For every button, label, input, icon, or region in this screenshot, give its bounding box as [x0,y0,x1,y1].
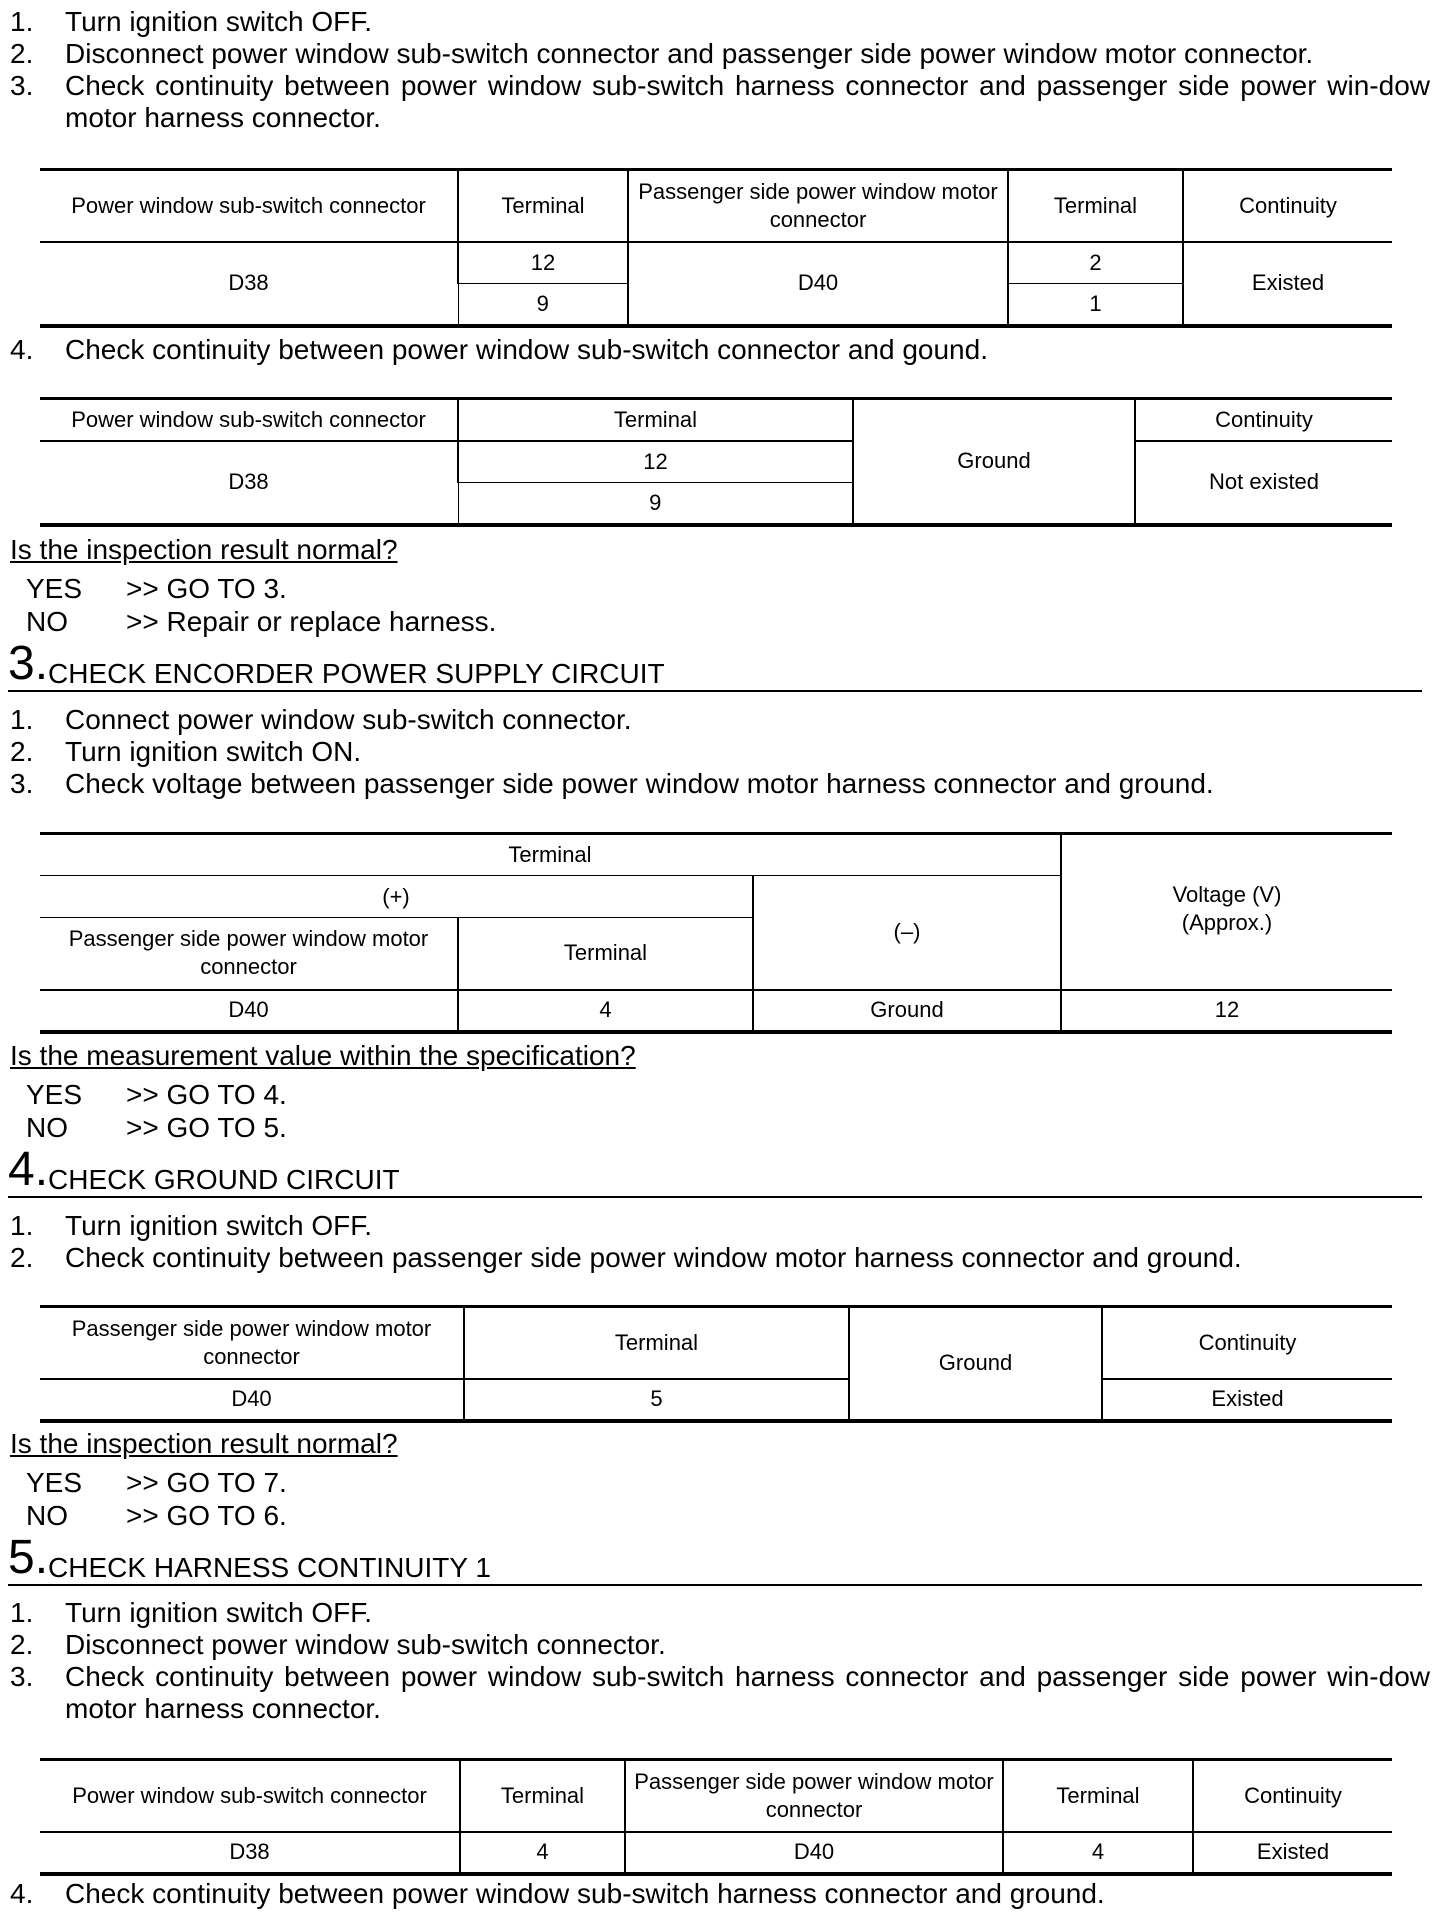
step-item: 1. Turn ignition switch OFF. [10,6,373,37]
table-cell: Existed [1102,1379,1392,1421]
table-cell: D40 [628,242,1008,326]
voltage-table [40,832,1392,1034]
table-cell: 4 [460,1832,625,1874]
no-answer: NO >> GO TO 6. [26,1500,287,1531]
table-header: Continuity [1183,170,1392,242]
table-header: Continuity [1135,399,1392,441]
section3-steps [10,704,1430,800]
table-header: Terminal [458,918,753,990]
step-item: 3. Check voltage between passenger side power window motor harness connector and ground. [10,768,1214,799]
table-cell: 5 [464,1379,849,1421]
step-item: 3. Check continuity between power window sub-switch harness connector and passenger side power win-dow motor harness connector. [10,70,1430,133]
step-item: 2. Check continuity between passenger side power window motor harness connector and ground. [10,1242,1242,1273]
table-cell: Existed [1193,1832,1392,1874]
table-header: Terminal [1008,170,1183,242]
yes-answer: YES >> GO TO 4. [26,1079,287,1110]
ground-circuit-table [40,1305,1392,1423]
table-header: Passenger side power window motor connector [40,918,458,990]
no-answer: NO >> Repair or replace harness. [26,606,497,637]
table-header: (–) [753,876,1061,990]
table-cell: Ground [849,1307,1102,1421]
table-cell: 2 [1008,242,1183,284]
harness-continuity-table [40,1758,1392,1876]
section5-steps [10,1597,1430,1725]
table-cell: 12 [458,441,853,483]
section-heading-4: 4.CHECK GROUND CIRCUIT [8,1144,1422,1198]
table-header: Passenger side power window motor connector [625,1760,1003,1832]
yes-answer: YES >> GO TO 7. [26,1467,287,1498]
table-header: Power window sub-switch connector [40,1760,460,1832]
measurement-question: Is the measurement value within the specification? [10,1040,636,1071]
table-cell: D40 [40,1379,464,1421]
table-header: Voltage (V) (Approx.) [1061,834,1392,990]
table-cell: D38 [40,1832,460,1874]
table-header: Terminal [40,834,1061,876]
step-item: 1. Turn ignition switch OFF. [10,1210,373,1241]
table-header: Terminal [1003,1760,1193,1832]
table-header: Terminal [458,170,628,242]
table-header: Passenger side power window motor connector [40,1307,464,1379]
table-header: Power window sub-switch connector [40,399,458,441]
table-header: Power window sub-switch connector [40,170,458,242]
step-item: 1. Connect power window sub-switch connector. [10,704,632,735]
section5-step4 [10,1878,1430,1910]
section-heading-3: 3.CHECK ENCORDER POWER SUPPLY CIRCUIT [8,638,1422,692]
step-item: 3. Check continuity between power window sub-switch harness connector and passenger side power win-dow motor harness connector. [10,1661,1430,1724]
continuity-table-1 [40,168,1392,328]
table-cell: 9 [458,284,628,326]
table-cell: Not existed [1135,441,1392,525]
table-header: Continuity [1193,1760,1392,1832]
step-item: 2. Disconnect power window sub-switch connector and passenger side power window motor connector. [10,38,1314,69]
table-cell: 9 [458,483,853,525]
step-item: 1. Turn ignition switch OFF. [10,1597,373,1628]
table-cell: D40 [40,990,458,1032]
table-header: (+) [40,876,753,918]
table-cell: 4 [1003,1832,1193,1874]
inspection-question: Is the inspection result normal? [10,534,398,565]
step-item: 4. Check continuity between power window sub-switch harness connector and ground. [10,1878,1105,1909]
table-header: Continuity [1102,1307,1392,1379]
table-cell: D40 [625,1832,1003,1874]
table-cell: 1 [1008,284,1183,326]
table-cell: 4 [458,990,753,1032]
section-heading-5: 5.CHECK HARNESS CONTINUITY 1 [8,1532,1422,1586]
step-item: 2. Disconnect power window sub-switch connector. [10,1629,666,1660]
table-cell: D38 [40,242,458,326]
no-answer: NO >> GO TO 5. [26,1112,287,1143]
table-header: Passenger side power window motor connector [628,170,1008,242]
ground-continuity-table [40,397,1392,527]
inspection-question: Is the inspection result normal? [10,1428,398,1459]
table-header: Terminal [460,1760,625,1832]
table-cell: Existed [1183,242,1392,326]
yes-answer: YES >> GO TO 3. [26,573,287,604]
step-item: 4. Check continuity between power window sub-switch connector and gound. [10,334,988,365]
table-cell: 12 [458,242,628,284]
table-cell: Ground [853,399,1135,525]
section4-steps [10,1210,1430,1274]
table-header: Terminal [464,1307,849,1379]
step-item: 2. Turn ignition switch ON. [10,736,362,767]
table-cell: D38 [40,441,458,525]
table-cell: Ground [753,990,1061,1032]
block1-step4 [10,334,1430,366]
table-cell: 12 [1061,990,1392,1032]
table-header: Terminal [458,399,853,441]
block1-steps [10,6,1430,134]
